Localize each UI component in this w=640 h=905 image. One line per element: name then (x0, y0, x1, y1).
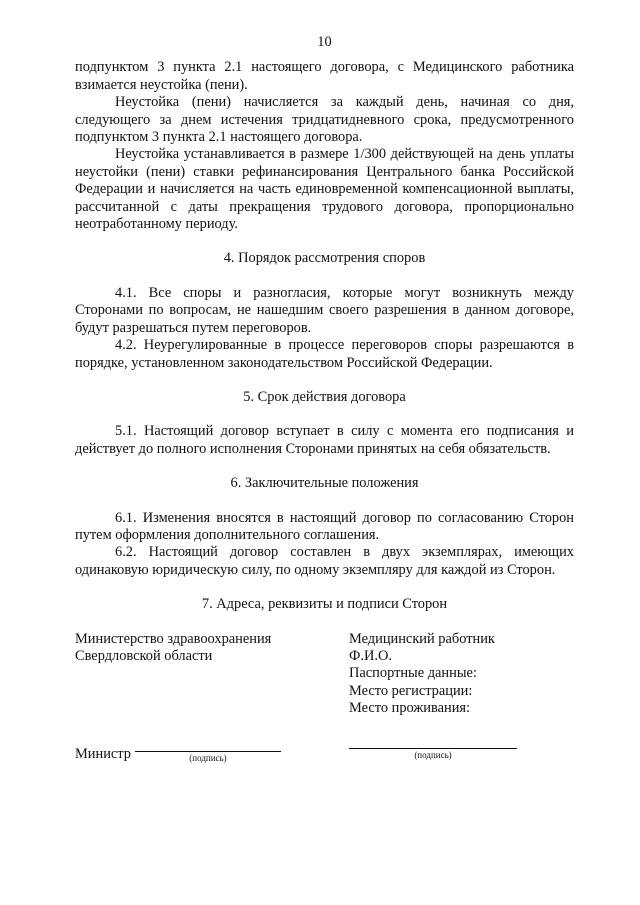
ministry-signature (75, 735, 349, 763)
ministry-name-line1: Министерство здравоохранения (75, 630, 272, 647)
worker-signature-line (349, 735, 517, 749)
party-ministry (75, 631, 349, 718)
clause-4-1: 4.1. Все споры и разногласия, которые могут возникнуть между Сторонами по вопросам, не нашедшим своего разрешения в данном договоре, будут разрешаться путем переговоров. (75, 284, 574, 336)
paragraph-penalty-accrual: Неустойка (пени) начисляется за каждый день, начиная со дня, следующего за днем истечения тридцатидневного срока, предусмотренного подпунктом 3 пункта 2.1 настоящего договора. (75, 94, 574, 146)
clause-4-2: 4.2. Неурегулированные в процессе переговоров споры разрешаются в порядке, установленном законодательством Российской Федерации. (75, 337, 574, 371)
clause-5-1: 5.1. Настоящий договор вступает в силу с момента его подписания и действует до полного исполнения Сторонами принятых на себя обязательств. (75, 423, 574, 457)
section-5-title: 5. Срок действия договора (243, 388, 406, 405)
ministry-signature-caption: (подпись) (189, 753, 227, 763)
clause-6-1: 6.1. Изменения вносятся в настоящий договор по согласованию Сторон путем оформления дополнительного соглашения. (75, 509, 574, 543)
worker-passport: Паспортные данные: (349, 665, 477, 682)
worker-residence: Место проживания: (349, 700, 471, 717)
parties-details (75, 631, 574, 718)
ministry-name-line2: Свердловской области (75, 647, 213, 664)
worker-signature-caption: (подпись) (414, 749, 452, 760)
party-medical-worker (349, 631, 574, 718)
section-7-title: 7. Адреса, реквизиты и подписи Сторон (201, 596, 448, 613)
worker-registration: Место регистрации: (349, 682, 473, 699)
section-4-title: 4. Порядок рассмотрения споров (223, 250, 426, 267)
worker-signature (349, 735, 574, 763)
paragraph-penalty-rate: Неустойка устанавливается в размере 1/300 действующей на день уплаты неустойки (пени) ставки рефинансирования Центрального банка Российской Федерации и начисляется на часть единовременной компенсационной выплаты, рассчитанной с даты прекращения трудового договора, пропорционально неотработанному периоду. (75, 146, 574, 233)
page-number: 10 (317, 34, 332, 50)
clause-6-2: 6.2. Настоящий договор составлен в двух экземплярах, имеющих одинаковую юридическую силу, по одному экземпляру для каждой из Сторон. (75, 544, 574, 578)
signer-title: Министр (75, 745, 131, 762)
worker-fio: Ф.И.О. (349, 647, 392, 664)
worker-title: Медицинский работник (349, 630, 495, 647)
section-6-title: 6. Заключительные положения (230, 475, 419, 492)
worker-signature-field[interactable] (349, 735, 517, 760)
paragraph-continuation: подпунктом 3 пункта 2.1 настоящего договора, с Медицинского работника взимается неустойка (пени). (75, 59, 574, 93)
ministry-signature-field[interactable] (135, 738, 281, 763)
ministry-signature-line (135, 738, 281, 752)
signature-row (75, 735, 574, 763)
